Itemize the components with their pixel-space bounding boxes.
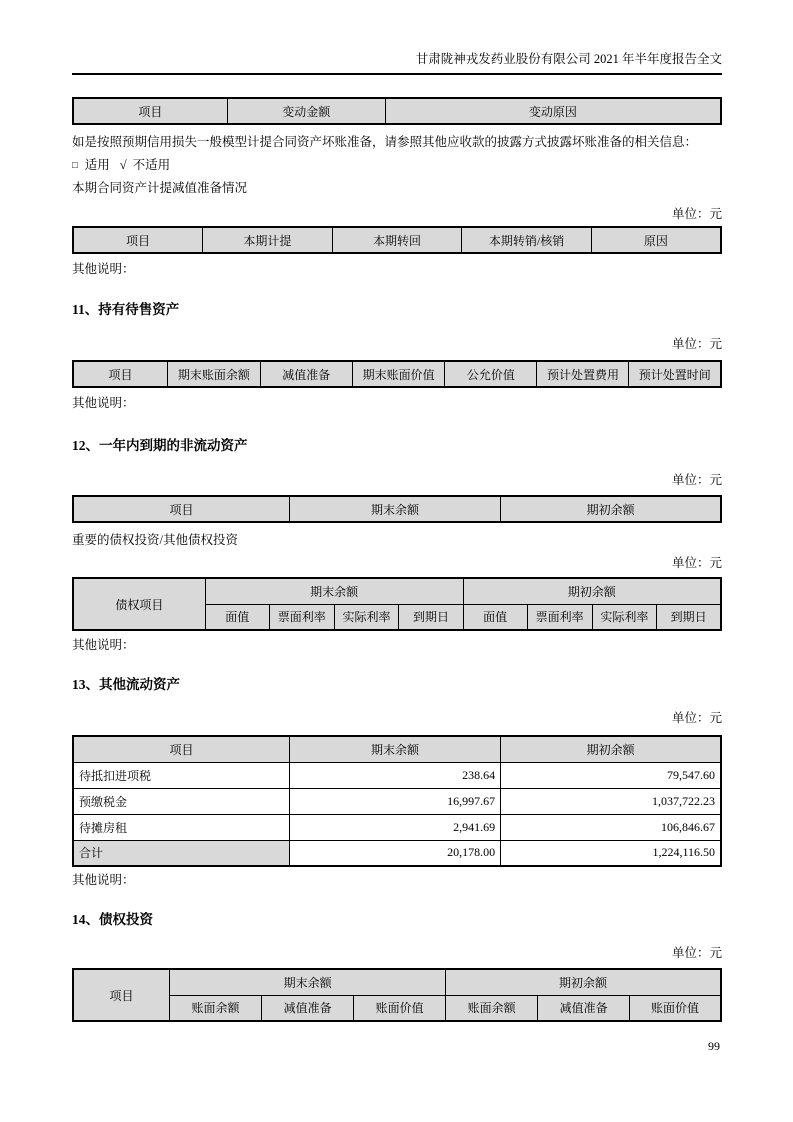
cell-item-name: 待抵扣进项税	[73, 762, 289, 788]
column-header-effective-rate: 实际利率	[334, 604, 399, 630]
cell-ending-balance: 16,997.67	[289, 788, 500, 814]
column-header-face-value: 面值	[205, 604, 269, 630]
other-notes-label: 其他说明：	[72, 638, 135, 652]
table-header-row	[73, 98, 721, 124]
group-header-ending-balance: 期末余额	[170, 969, 446, 995]
column-header-writeoff: 本期转销/核销	[462, 227, 592, 253]
important-debt-caption: 重要的债权投资/其他债权投资	[72, 533, 238, 547]
column-header-ending-balance: 期末余额	[289, 496, 500, 522]
column-header-change-reason: 变动原因	[385, 98, 721, 124]
table-row	[73, 762, 721, 788]
column-header-reason: 原因	[591, 227, 721, 253]
column-header-maturity-date: 到期日	[657, 604, 721, 630]
cell-ending-balance: 2,941.69	[289, 814, 500, 840]
column-header-face-value: 面值	[463, 604, 527, 630]
table-row	[73, 788, 721, 814]
column-header-disposal-cost: 预计处置费用	[537, 361, 629, 387]
unit-label: 单位：元	[671, 556, 722, 570]
other-notes-label: 其他说明：	[72, 396, 135, 410]
column-header-item: 项目	[73, 361, 168, 387]
cell-total-beginning-balance: 1,224,116.50	[501, 840, 721, 866]
expected-credit-loss-note: 如是按照预期信用损失一般模型计提合同资产坏账准备，请参照其他应收款的披露方式披露坏账准备的相关信息：	[72, 135, 698, 149]
contract-provision-table	[72, 226, 722, 254]
other-notes-label: 其他说明：	[72, 262, 135, 276]
column-header-item: 项目	[73, 227, 203, 253]
column-header-ending-balance: 期末余额	[289, 736, 500, 762]
group-header-ending-balance: 期末余额	[205, 578, 463, 604]
contract-provision-caption: 本期合同资产计提减值准备情况	[72, 181, 248, 195]
debt-investment-table	[72, 968, 722, 1022]
column-header-fair-value: 公允价值	[445, 361, 537, 387]
table-subheader-row	[73, 995, 721, 1021]
column-header-provision: 本期计提	[203, 227, 333, 253]
column-header-impairment: 减值准备	[538, 995, 630, 1021]
page-content	[72, 0, 722, 1053]
column-header-ending-book-value: 期末账面价值	[352, 361, 445, 387]
column-header-beginning-balance: 期初余额	[501, 496, 721, 522]
column-header-change-amount: 变动金额	[227, 98, 385, 124]
column-header-book-value: 账面价值	[630, 995, 721, 1021]
other-notes-label: 其他说明：	[72, 873, 135, 887]
table-header-row	[73, 578, 721, 604]
column-header-reversal: 本期转回	[332, 227, 462, 253]
document-title: 甘肃陇神戎发药业股份有限公司 2021 年半年度报告全文	[415, 52, 722, 66]
column-header-item: 项目	[73, 98, 227, 124]
table-header-row	[73, 969, 721, 995]
section-heading-11: 11、持有待售资产	[72, 302, 180, 317]
column-header-item: 项目	[73, 969, 170, 1021]
applicability-line	[72, 157, 722, 174]
cell-item-name: 预缴税金	[73, 788, 289, 814]
group-header-beginning-balance: 期初余额	[446, 969, 721, 995]
column-header-coupon-rate: 票面利率	[527, 604, 592, 630]
column-header-coupon-rate: 票面利率	[269, 604, 334, 630]
table-row	[73, 814, 721, 840]
unit-label: 单位：元	[671, 946, 722, 960]
column-header-item: 项目	[73, 496, 289, 522]
section-heading-14: 14、债权投资	[72, 912, 153, 927]
column-header-disposal-time: 预计处置时间	[629, 361, 721, 387]
column-header-book-balance: 账面余额	[170, 995, 262, 1021]
column-header-beginning-balance: 期初余额	[501, 736, 721, 762]
group-header-beginning-balance: 期初余额	[463, 578, 721, 604]
other-current-assets-table	[72, 735, 722, 867]
column-header-item: 项目	[73, 736, 289, 762]
cell-total-label: 合计	[73, 840, 289, 866]
section-heading-12: 12、一年内到期的非流动资产	[72, 438, 248, 453]
column-header-book-value: 账面价值	[354, 995, 446, 1021]
noncurrent-assets-due-table	[72, 495, 722, 523]
column-header-ending-book-balance: 期末账面余额	[168, 361, 261, 387]
checkbox-unchecked-icon: □	[72, 161, 78, 171]
debt-investment-detail-table	[72, 577, 722, 631]
column-header-maturity-date: 到期日	[399, 604, 463, 630]
applicable-label: 适用	[84, 158, 110, 172]
cell-beginning-balance: 79,547.60	[501, 762, 721, 788]
section-heading-13: 13、其他流动资产	[72, 677, 180, 692]
checkmark-icon: √	[119, 158, 127, 172]
column-header-debt-item: 债权项目	[73, 578, 205, 630]
document-header	[72, 0, 722, 75]
column-header-impairment: 减值准备	[262, 995, 354, 1021]
cell-item-name: 待摊房租	[73, 814, 289, 840]
table-total-row	[73, 840, 721, 866]
cell-total-ending-balance: 20,178.00	[289, 840, 500, 866]
cell-beginning-balance: 106,846.67	[501, 814, 721, 840]
table-header-row	[73, 496, 721, 522]
contract-asset-change-table	[72, 97, 722, 125]
unit-label: 单位：元	[671, 207, 722, 221]
cell-ending-balance: 238.64	[289, 762, 500, 788]
unit-label: 单位：元	[671, 337, 722, 351]
column-header-effective-rate: 实际利率	[592, 604, 657, 630]
unit-label: 单位：元	[671, 711, 722, 725]
not-applicable-label: 不适用	[132, 158, 171, 172]
cell-beginning-balance: 1,037,722.23	[501, 788, 721, 814]
page-number: 99	[708, 1039, 720, 1053]
column-header-impairment: 减值准备	[260, 361, 352, 387]
column-header-book-balance: 账面余额	[446, 995, 538, 1021]
table-header-row	[73, 227, 721, 253]
table-header-row	[73, 361, 721, 387]
held-for-sale-assets-table	[72, 360, 722, 388]
unit-label: 单位：元	[671, 473, 722, 487]
table-header-row	[73, 736, 721, 762]
